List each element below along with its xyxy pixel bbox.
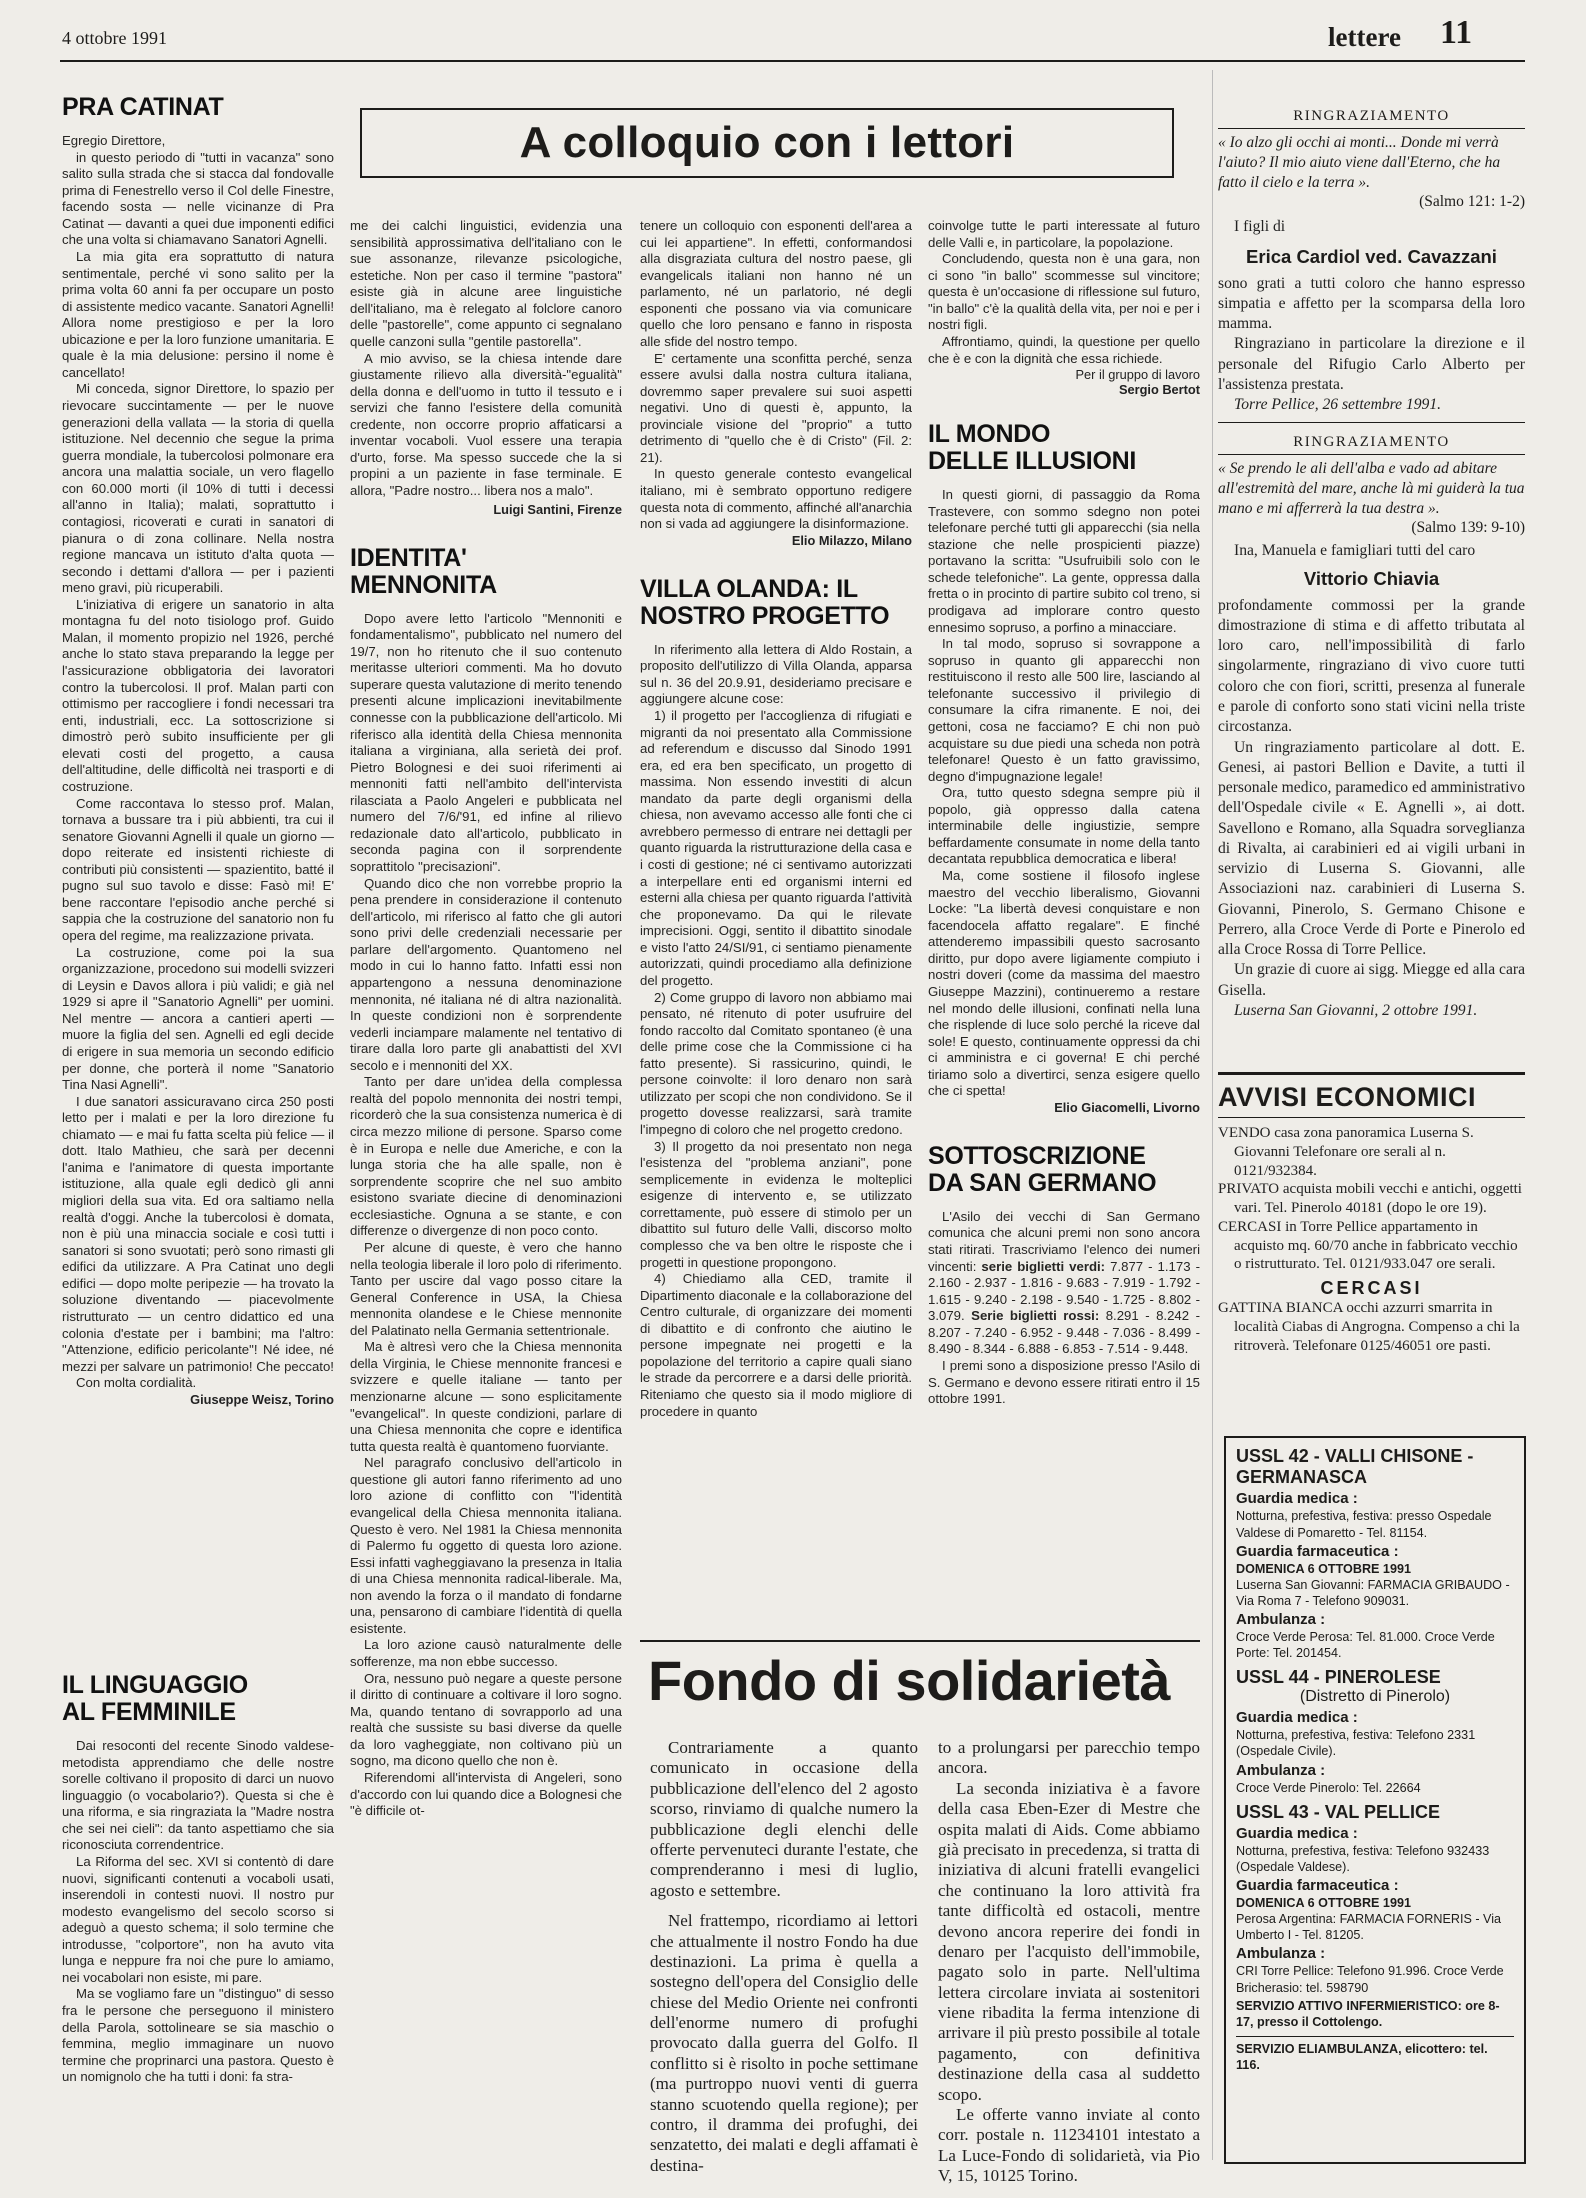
ringraziamento-1 [1218, 108, 1525, 423]
ussl43-farmaceutica-label: Guardia farmaceutica : [1236, 1877, 1399, 1895]
rossi-numbers: 8.291 - 8.242 - 8.207 - 7.240 - 6.952 - 9.448 - 7.036 - 8.499 - 8.490 - 8.344 - 6.888 - 6.853 - 7.514 - 9.448. [928, 1308, 1200, 1357]
paragraph: Come raccontava lo stesso prof. Malan, tornava a bussare tra i più abbienti, tra cui il senatore Giovanni Agnelli il quale un giorno — dopo reiterate ed insistenti richieste di contributi più consistenti — spazientito, batté il pugno sul suo tavolo e disse: Fasò mi! E' bene raccontare l'episodio anche perché si sappia che la costruzione del sanatorio non fu opera del regime, ma realizzazione privata. [62, 795, 334, 943]
ringraziamento-1-name: Erica Cardiol ved. Cavazzani [1246, 245, 1497, 267]
column-4 [928, 218, 1200, 1408]
villa-olanda-title [640, 576, 912, 630]
ussl42-guardia-label: Guardia medica : [1236, 1490, 1358, 1508]
ad-item: GATTINA BIANCA occhi azzurri smarrita in località Ciabas di Angrogna. Compenso a chi la ritroverà. Telefonare 0125/46051 ore pasti. [1218, 1300, 1520, 1354]
title-line: VILLA OLANDA: IL [640, 574, 858, 603]
banner-box [360, 108, 1174, 178]
ussl42-ambulanza-label: Ambulanza : [1236, 1611, 1326, 1629]
linguaggio-article [62, 1672, 334, 2086]
intro-text: L'Asilo dei vecchi di San Germano comunica che alcuni premi non sono ancora stati ritirati. Trascriviamo l'elenco dei numeri vincenti: [928, 1208, 1200, 1274]
paragraph: coinvolge tutte le parti interessate al futuro delle Valli e, in particolare, la popolazione. [928, 218, 1200, 250]
paragraph: In riferimento alla lettera di Aldo Rostain, a proposito dell'utilizzo di Villa Olanda, apparsa sul n. 36 del 20.9.91, desideriamo precisare e aggiungere alcune cose: [640, 641, 912, 707]
paragraph: 2) Come gruppo di lavoro non abbiamo mai pensato, né ritenuto di poter usufruire del fondo raccolto dal Comitato spontaneo (è una delle prime cose che la Commissione ci ha fatto presente). Si rassicurino, quindi, le persone coinvolte: il loro denaro non sarà utilizzato per scopi che non condividono. Se il progetto dovesse realizzarsi, sarà tramite l'impegno di coloro che nel progetto credono. [640, 989, 912, 1137]
paragraph: Un grazie di cuore ai sigg. Miegge ed alla cara Gisella. [1218, 961, 1525, 999]
banner-title: A colloquio con i lettori [519, 118, 1015, 167]
paragraph: Concludendo, questa non è una gara, non ci sono "in ballo" scommesse sul vincitore; questa è un'occasione di riflessione sul futuro, "in ballo" c'è la qualità della vita, per noi e per i nostri figli. [928, 251, 1200, 333]
paragraph: In tal modo, sopruso si sovrappone a sopruso in quanto gli apparecchi non restituiscono il resto alle 500 lire, lasciando al telefonante successivo il privilegio di consumare la cifra rimanente. E noi, dei gettoni, cosa ne facciamo? E chi non può acquistare su due piedi una scheda non potrà telefonare! Questo è un fatto gravissimo, degno d'impugnazione legale! [928, 636, 1200, 784]
divider [1218, 1117, 1525, 1118]
paragraph: Ma se vogliamo fare un "distinguo" di sesso fra le persone che perseguono il ministero della Parola, sottolineare se sia maschio o femmina, meglio immaginare un nuovo termine che proprinarci una pastora. Questo è un nomignolo che ha tutti i doni: fa stra- [62, 1986, 334, 2085]
fondo-column-1 [650, 1738, 918, 2176]
ussl43-farmaceutica-date: DOMENICA 6 OTTOBRE 1991 [1236, 1896, 1411, 1911]
ussl44-ambulanza-text: Croce Verde Pinerolo: Tel. 22664 [1236, 1780, 1421, 1795]
pra-catinat-signature: Giuseppe Weisz, Torino [190, 1391, 334, 1407]
ussl43-farmaceutica-text: Perosa Argentina: FARMACIA FORNERIS - Via Umberto I - Tel. 81205. [1236, 1912, 1502, 1943]
ringraziamento-1-ref: (Salmo 121: 1-2) [1419, 193, 1525, 211]
paragraph: Quando dico che non vorrebbe proprio la pena prendere in considerazione il contenuto dell'articolo, mi riferisco al fatto che gli autori sono privi delle credenziali necessarie per parlare dell'argomento. Quantomeno nel modo in cui lo hanno fatto. Infatti essi non appartengono a nessuna denominazione mennonita, né italiana né di altra nazionalità. In queste condizioni non è sorprendente vederli inciampare malamente nel tentativo di tirare dalla loro parte gli anabattisti del XVI secolo e i mennoniti del XX. [350, 875, 622, 1073]
ringraziamento-1-body [1218, 274, 1525, 416]
verdi-numbers: 7.877 - 1.173 - 2.160 - 2.937 - 1.816 - 9.683 - 7.919 - 1.792 - 1.615 - 9.240 - 2.198 - 9.540 - 1.725 - 8.802 - 3.079. [928, 1258, 1200, 1324]
title-line: NOSTRO PROGETTO [640, 601, 890, 630]
paragraph: Nel frattempo, ricordiamo ai lettori che attualmente il nostro Fondo ha due destinazioni. La prima è quella a sostegno dell'opera del Consiglio delle chiese del Medio Oriente nei confronti dell'enorme numero di profughi provocato dalla guerra del Golfo. Il conflitto si è risolto in poche settimane (ma purtroppo nuovi venti di guerra stanno scuotendo quella regione); per contro, il dramma dei profughi, dei senzatetto, dei malati e degli affamati è destina- [650, 1911, 918, 2175]
paragraph: La mia gita era soprattutto di natura sentimentale, perché vi sono salito per la prima volta 60 anni fa per occupare un posto di assistente medico vacante. Sanatori Agnelli! Allora nome prestigioso e per la loro ubicazione e per la loro funzione umanitaria. E quale è la mia delusione: persino il nome è cancellato! [62, 248, 334, 380]
paragraph: La loro azione causò naturalmente delle sofferenze, ma non ebbe successo. [350, 1637, 622, 1669]
paragraph: me dei calchi linguistici, evidenzia una sensibilità approssimativa dell'italiano con le sue assonanze, rilevanze psicologiche, estetiche. Non per caso il termine "pastora" esiste già in alcune aree linguistiche dell'italiano, ma è relegato al folclore canoro delle "pastorelle", come appunto ci segnalano quelle canzoni sulla "gentile pastorella". [350, 218, 622, 349]
title-line: SOTTOSCRIZIONE [928, 1141, 1146, 1170]
paragraph: 4) Chiediamo alla CED, tramite il Dipartimento diaconale e la collaborazione del Centro culturale, di organizzare dei momenti di dibattito e di confronto che aiutino le persone impegnate nei progetti e la popolazione del territorio a capire quali siano le strade da percorrere e a darsi delle priorità. Riteniamo che questo sia il modo migliore di procedere in quanto [640, 1271, 912, 1419]
ringraziamento-2-body [1218, 596, 1525, 1022]
divider [1236, 2036, 1514, 2037]
ussl43-guardia-label: Guardia medica : [1236, 1824, 1358, 1842]
linguaggio-title [62, 1672, 334, 1726]
column-2 [350, 218, 622, 1820]
ussl44-subtitle: (Distretto di Pinerolo) [1299, 1688, 1451, 1706]
paragraph: sono grati a tutti coloro che hanno espresso simpatia e affetto per la scomparsa della loro mamma. [1218, 274, 1525, 333]
paragraph: Mi conceda, signor Direttore, lo spazio per rievocare succintamente — per le nuove generazioni della vallata — la storia di quella istituzione. Nel decennio che segue la prima guerra mondiale, la tubercolosi polmonare era ancora una malattia sociale, un vero flagello con 60.000 morti (il 10% di tutti i decessi all'anno in Italia); malati, soprattutto i contagiosi, ricoverati e curati in sanatori di pianura o di zona collinare. Nella nostra regione mancava un istituto d'alta quota — secondo i dettami d'allora — per i pazienti meno gravi, più ricuperabili. [62, 381, 334, 596]
paragraph: Contrariamente a quanto comunicato in occasione della pubblicazione dell'elenco del 2 agosto scorso, rinviamo di qualche numero la pubblicazione degli elenchi delle offerte pervenuteci durante l'estate, che comprenderanno i mesi di luglio, agosto e settembre. [650, 1738, 918, 1900]
paragraph: Egregio Direttore, [62, 133, 166, 148]
cercasi-text [1218, 1299, 1525, 1355]
paragraph: Dai resoconti del recente Sinodo valdese-metodista apprendiamo che delle nostre sorelle coltivano il proposito di darci un nuovo linguaggio (o vocabolario?). Questa si che è una riforma, e sia ringraziata la "Madre nostra che sei nei cieli": da tanto aspettiamo che sia riconosciuta correndentrice. [62, 1738, 334, 1853]
paragraph: E' certamente una sconfitta perché, senza essere avulsi dalla nostra cultura italiana, dovremmo saper prevalere sui suoi aspetti negativi. Uno di questi è, appunto, la provinciale visione del "proprio" a tutto detrimento di "quello che è di Cristo" (Fil. 2: 21). [640, 350, 912, 465]
divider [1218, 128, 1525, 129]
mennonita-signature: Elio Milazzo, Milano [791, 532, 912, 548]
cercasi-title: CERCASI [1320, 1278, 1423, 1298]
illusioni-signature: Elio Giacomelli, Livorno [1054, 1099, 1200, 1115]
ussl43-ambulanza-label: Ambulanza : [1236, 1945, 1326, 1963]
paragraph: I figli di [1234, 218, 1286, 236]
header-rule [60, 60, 1525, 62]
column-divider [1212, 70, 1213, 2160]
section-name: lettere [1328, 22, 1401, 52]
paragraph: La Riforma del sec. XVI si contentò di dare nuovi, significanti contenuti a vocaboli usati, inserendoli in contesti nuovi. Il nostro pur modesto evangelismo del secolo scorso si adeguò a questo schema; il solo termine che introdusse, "colportore", non ha avuto vita lunga e neppure fra noi che pure lo amiamo, nei vocabolari non esiste, mi pare. [62, 1853, 334, 1985]
paragraph: In questo generale contesto evangelical italiano, mi è sembrato opportuno redigere questa nota di commento, affinché all'anarchia non si vada ad aggiungere la disinformazione. [640, 466, 912, 532]
villa-olanda-signature: Sergio Bertot [1118, 382, 1200, 398]
ad-item: PRIVATO acquista mobili vecchi e antichi, oggetti vari. Tel. Pinerolo 40181 (dopo le ore 19). [1218, 1181, 1522, 1216]
avvisi-list [1218, 1124, 1525, 1274]
ringraziamento-1-title: RINGRAZIAMENTO [1293, 108, 1450, 124]
ringraziamento-2-name: Vittorio Chiavia [1303, 567, 1440, 589]
paragraph: profondamente commossi per la grande dimostrazione di stima e di affetto tributata al loro caro, nell'impossibilità di farlo singolarmente, ringraziano di vivo cuore tutti coloro che con fiori, scritti, presenza al funerale e parole di conforto sono stati vicini nella triste circostanza. [1218, 596, 1525, 736]
title-line: IDENTITA' [350, 543, 467, 572]
paragraph: 1) il progetto per l'accoglienza di rifugiati e migranti da noi presentato alla Commissione ad referendum e discusso dal Sinodo 1991 era, ed era ben specificato, un progetto di massima. Non essendo investiti di alcun mandato da parte degli organismi della chiesa, non avevamo accesso alle fonti che ci avrebbero permesso di entrare nei dettagli per quanto riguarda la ristrutturazione della casa e i costi di gestione; né ci sentivamo autorizzati a interpellare enti ed organismi interni ed esterni alla chiesa per quanto riguarda l'attività che proponevamo. Da qui le rilevate imprecisioni. Oggi, sentito il dibattito sinodale e visto l'atto 24/SI/91, ci sentiamo pienamente autorizzati, quindi procediamo alla definizione del progetto. [640, 707, 912, 988]
ussl44-ambulanza-label: Ambulanza : [1236, 1761, 1326, 1779]
rossi-label: Serie biglietti rossi: [971, 1308, 1100, 1324]
fondo-column-2 [938, 1738, 1200, 2187]
ad-item: CERCASI in Torre Pellice appartamento in acquisto mq. 60/70 anche in fabbricato vecchio o ristrutturato. Tel. 0121/933.047 ore serali. [1218, 1218, 1518, 1273]
paragraph: Nel paragrafo conclusivo dell'articolo in questione gli autori fanno riferimento ad uno loro azione di conflitto con "l'identità evangelical della Chiesa mennonita italiana. Questo è vero. Nel 1981 la Chiesa mennonita di Palermo fu oggetto di questa loro azione. Essi infatti vagheggiavano la presenza in Italia di una Chiesa mennonita radical-liberale. Ma, non avendo la forza o il mandato di fondarne una, pensarono di cambiare l'identità di quella esistente. [350, 1455, 622, 1636]
ringraziamento-1-verse: « Io alzo gli occhi ai monti... Donde mi verrà l'aiuto? Il mio aiuto viene dall'Eterno, che ha fatto il cielo e la terra ». [1218, 134, 1501, 192]
paragraph: Un ringraziamento particolare al dott. E. Genesi, ai pastori Bellion e Davite, a tutti il personale medico, paramedico ed amministrativo dell'Ospedale civile « E. Agnelli », ai dott. Savellono e Romano, alla Squadra sorveglianza di Rivalta, ai carabinieri ed ai vigili urbani in servizio di Luserna S. Giovanni, alle Associazioni naz. carabinieri di Luserna S. Giovanni, Pinerolo, S. Germano Chisone e Perrero, alla Croce Verde di Porte e Pinerolo ed alla Croce Rossa di Torre Pellice. [1218, 738, 1526, 959]
title-line: AL FEMMINILE [62, 1698, 236, 1726]
paragraph: Per alcune di queste, è vero che hanno nella teologia liberale il loro polo di riferimento. Tanto per uscire dal vago posso citare la General Conference in USA, la Chiesa mennonita olandese e le Chiese mennonite del Palatinato nella Germania settentrionale. [350, 1239, 622, 1338]
linguaggio-body [62, 1738, 334, 2086]
ad-item: VENDO casa zona panoramica Luserna S. Giovanni Telefonare ore serali al n. 0121/932384. [1218, 1125, 1474, 1179]
paragraph: 3) Il progetto da noi presentato non nega l'esistenza del "problema anziani", pone semplicemente in evidenza le molteplici esigenze di intervento e, se utilizzato correttamente, può essere di stimolo per un dibattito sul futuro delle Valli, discorso molto complesso che va ben oltre le risposte che i progetti in questione propongono. [640, 1138, 912, 1270]
ussl42-farmaceutica-date: DOMENICA 6 OTTOBRE 1991 [1236, 1561, 1411, 1576]
paragraph: I due sanatori assicuravano circa 250 posti letto per i malati e per la loro direzione fu chiamato — e mai fu fatta scelta più felice — il dott. Italo Mathieu, che sarà per decenni l'anima e l'animatore di questa importante istituzione, alla quale egli dedicò gli anni migliori della sua vita. Ed ora saltiamo nella realtà d'oggi. Anche la tubercolosi è domata, non è più una minaccia sociale e così tutti i sanatori si sono svuotati; però sono rimasti gli edifici da utilizzare. A Pra Catinat uno degli edifici — dopo molte peripezie — ha trovato la soluzione diventando — piacevolmente ristrutturato — un centro didattico ed una colonia d'estate per i bambini; ma l'altro: "Attenzione, edificio pericolante"! Né idee, né mezzi per salvare un patrimonio! Che peccato! [62, 1093, 334, 1374]
column-3 [640, 218, 912, 1420]
ussl42-title: USSL 42 - VALLI CHISONE - GERMANASCA [1236, 1446, 1474, 1488]
ringraziamento-2 [1218, 434, 1525, 1021]
ussl44-guardia-label: Guardia medica : [1236, 1709, 1358, 1727]
paragraph: In questi giorni, di passaggio da Roma Trastevere, con sommo sdegno non potei telefonare perché tutti gli apparecchi (sia nella stazione che nelle prospicienti piazze) portavano la scritta: "Usufruibili solo con le schede telefoniche". La gente, oppressa dalla fretta o in procinto di partire subito col treno, si prodigava ad implorare contro questo ennesimo sopruso, a porfino a minacciare. [928, 487, 1200, 635]
paragraph: tenere un colloquio con esponenti dell'area a cui lei appartiene". In effetti, conformandosi alla disgraziata cultura del nostro paese, gli evangelicals italiani non hanno né un parlamento, né un parlatorio, né degli esponenti che possano via via comunicare quello che loro pensano e fanno in risposta alle sfide del nostro tempo. [640, 218, 912, 349]
page-number: 11 [1440, 14, 1473, 51]
paragraph: Tanto per dare un'idea della complessa realtà del popolo mennonita dei nostri tempi, ricorderò che la sua consistenza numerica è di circa mezzo milione di persone. Sparso come è in Europa e nelle due Americhe, e con la lunga storia che ha alle spalle, non è sorprendente scoprire che nel suo ambito esistono svariate diecine di denominazioni ecclesiastiche. Ognuna a se stante, e con differenze o divergenze di non poco conto. [350, 1074, 622, 1239]
place-date: Luserna San Giovanni, 2 ottobre 1991. [1234, 1002, 1478, 1019]
villa-olanda-body [640, 642, 912, 1420]
ussl-box [1224, 1436, 1526, 2164]
ringraziamento-2-title: RINGRAZIAMENTO [1293, 434, 1450, 450]
paragraph: Ringraziano in particolare la direzione e il personale del Rifugio Carlo Alberto per l'assistenza prestata. [1218, 335, 1525, 394]
paragraph: Le offerte vanno inviate al conto corr. postale n. 11234101 intestato a La Luce-Fondo di solidarietà, via Pio V, 15, 10125 Torino. [938, 2105, 1200, 2186]
mennonita-continuation [640, 218, 912, 533]
title-line: MENNONITA [350, 570, 497, 599]
divider [1218, 422, 1525, 423]
ussl43-title: USSL 43 - VAL PELLICE [1236, 1801, 1441, 1822]
villa-olanda-continuation [928, 218, 1200, 367]
ussl43-guardia-text: Notturna, prefestiva, festiva: Telefono 932433 (Ospedale Valdese). [1236, 1843, 1490, 1875]
ussl42-guardia-text: Notturna, prefestiva, festiva: presso Ospedale Valdese di Pomaretto - Tel. 81154. [1236, 1509, 1492, 1540]
issue-date: 4 ottobre 1991 [62, 28, 167, 48]
illusioni-title [928, 421, 1200, 475]
ringraziamento-2-verse: « Se prendo le ali dell'alba e vado ad abitare all'estremità del mare, anche là mi guiderà la tua mano e mi afferrerà la tua destra ». [1218, 460, 1525, 518]
mennonita-body [350, 611, 622, 1820]
ussl44-guardia-text: Notturna, prefestiva, festiva: Telefono 2331 (Ospedale Civile). [1236, 1728, 1476, 1759]
avvisi-economici [1218, 1082, 1525, 1355]
ussl44-title: USSL 44 - PINEROLESE [1236, 1667, 1441, 1688]
paragraph: Ora, nessuno può negare a queste persone il diritto di continuare a coltivare il loro sogno. Ma, quando tentano di sovrapporlo ad una realtà che sussiste su basi diverse da quelle da loro vagheggiate, non coltivano più un sogno, ma dicono quello che non è. [350, 1670, 622, 1769]
ussl42-ambulanza-text: Croce Verde Perosa: Tel. 81.000. Croce Verde Porte: Tel. 201454. [1236, 1630, 1495, 1661]
linguaggio-continuation [350, 218, 622, 500]
paragraph: Riferendomi all'intervista di Angeleri, sono d'accordo con lui quando dice a Bolognesi che "è difficile ot- [350, 1769, 622, 1819]
paragraph: Affrontiamo, quindi, la questione per quello che è e con la dignità che essa richiede. [928, 333, 1200, 366]
paragraph: in questo periodo di "tutti in vacanza" sono salito sulla strada che si stacca dal fondovalle prima di Fenestrello verso il Col delle Finestre, facendo sosta — nelle vicinanze di Pra Catinat — davanti a quei due imponenti edifici che una volta si chiamavano Sanatori Agnelli. [62, 149, 334, 248]
pra-catinat-title: PRA CATINAT [62, 93, 224, 121]
sottoscrizione-title [928, 1143, 1200, 1197]
fondo-rule [640, 1640, 1200, 1642]
paragraph: Ma è altresì vero che la Chiesa mennonita della Virginia, le Chiese mennonite francesi e svizzere e quelle italiane — tanto per menzionarne alcune — sono esplicitamente "evangelical". In queste condizioni, parlare di una Chiesa mennonita che copre e identifica tutta questa realtà è quantomeno fuorviante. [350, 1339, 622, 1454]
divider [1218, 454, 1525, 455]
paragraph: I premi sono a disposizione presso l'Asilo di S. Germano e devono essere ritirati entro il 15 ottobre 1991. [928, 1357, 1200, 1407]
paragraph: La seconda iniziativa è a favore della casa Eben-Ezer di Mestre che ospita malati di Aids. Come abbiamo già precisato in precedenza, si tratta di iniziativa di alcuni fratelli evangelici che continuano la loro attività fra tante difficoltà ed ostacoli, mentre devono ancora reperire dei fondi in denaro per l'acquisto dell'immobile, pagato solo in parte. Nell'ultima lettera circolare inviata ai sostenitori viene ribadita la ferma intenzione di arrivare il più presto possibile al totale pagamento, con definitiva destinazione della casa al suddetto scopo. [938, 1778, 1200, 2104]
linguaggio-signature: Luigi Santini, Firenze [493, 501, 622, 517]
paragraph: L'iniziativa di erigere un sanatorio in alta montagna fu del noto tisiologo prof. Guido Malan, il momento propizio nel 1926, perché anche lo stato stava preparando la legge per l'assicurazione obbligatoria dei lavoratori contro la tubercolosi. Il prof. Malan parti con ottimismo per raccogliere i fondi necessari tra enti, industriali, ecc. La sottoscrizione si dimostrò però subito insufficiente per gli elevati costi del progetto, a causa dell'altitudine, delle difficoltà nei trasporti e di costruzione. [62, 596, 334, 794]
paragraph: to a prolungarsi per parecchio tempo ancora. [938, 1738, 1200, 1778]
column-1 [62, 94, 334, 1407]
place-date: Torre Pellice, 26 settembre 1991. [1234, 396, 1442, 414]
ringraziamento-1-intro [1218, 217, 1525, 237]
paragraph: Ora, tutto questo sdegna sempre più il popolo, già oppresso dalla catena interminabile delle ingiustizie, sempre beffardamente consumate in nome della tanto decantata repubblica democratica e libera! [928, 785, 1200, 867]
paragraph: Ma, come sostiene il filosofo inglese maestro del vecchio liberalismo, Giovanni Locke: "La libertà devesi conquistare e non facendocela affatto regalare". E finché attenderemo impassibili questo sacrosanto diritto, pur dopo avere ligiamente compiuto i nostri doveri (come da massima del maestro Giuseppe Mazzini), continueremo a restare nel mondo delle illusioni, confinati nella luna che risplende di luce solo perché la riceve dal sole! E questo, continuamente oppressi da chi ci amministra e ci governa! E chi perché tiriamo solo a divertirci, senza esigere quello che ci spetta! [928, 868, 1200, 1099]
paragraph: Con molta cordialità. [76, 1375, 197, 1391]
avvisi-title: AVVISI ECONOMICI [1218, 1082, 1477, 1112]
ussl-elisoccorso: SERVIZIO ELIAMBULANZA, elicottero: tel. 116. [1236, 2041, 1488, 2072]
avvisi-rule [1218, 1072, 1525, 1075]
title-line: IL MONDO [928, 420, 1051, 449]
title-line: IL LINGUAGGIO [62, 1671, 248, 1699]
paragraph: Ina, Manuela e famigliari tutti del caro [1234, 542, 1476, 560]
fondo-title: Fondo di solidarietà [648, 1649, 1171, 1712]
villa-olanda-signature-role: Per il gruppo di lavoro [1075, 367, 1200, 383]
ussl42-farmaceutica-label: Guardia farmaceutica : [1236, 1542, 1399, 1560]
ussl43-ambulanza-text: CRI Torre Pellice: Telefono 91.996. Croce Verde Bricherasio: tel. 598790 [1236, 1964, 1504, 1995]
paragraph: La costruzione, come poi la sua organizzazione, procedono sui modelli svizzeri di Leysin e Davos allora i più validi; e già nel 1929 si apre il "Sanatorio Agnelli" per uomini. Nel mentre — ancora a cantieri aperti — muore la figlia del sen. Agnelli ed egli decide di erigere in sua memoria un secondo edificio per donne, che porterà il nome "Sanatorio Tina Nasi Agnelli". [62, 944, 334, 1093]
ringraziamento-2-intro [1218, 541, 1525, 561]
title-line: DELLE ILLUSIONI [928, 447, 1137, 476]
ringraziamento-2-ref: (Salmo 139: 9-10) [1411, 519, 1525, 537]
illusioni-body [928, 487, 1200, 1100]
paragraph: A mio avviso, se la chiesa intende dare giustamente rilievo alla diversità-"egualità" della donna e dell'uomo in tutto il tessuto e i servizi che fanno l'esistere della comunità credente, non occorre proprio affaticarsi a inventar vocaboli. Vuol essere una terapia d'urto, forse. Ma spesso succede che la si propini a un paziente in fase terminale. E allora, "Padre nostro... libera nos a malo". [350, 350, 622, 498]
verdi-label: serie biglietti verdi: [981, 1258, 1106, 1274]
sottoscrizione-body [928, 1209, 1200, 1408]
title-line: DA SAN GERMANO [928, 1168, 1157, 1197]
pra-catinat-body [62, 133, 334, 1392]
paragraph: Dopo avere letto l'articolo "Mennoniti e fondamentalismo", pubblicato nel numero del 19/7, non ho ritenuto che il suo contenuto meritasse ulteriori commenti. Ma ho dovuto superare questa valutazione di merito tenendo presenti alcune implicazioni inevitabilmente connesse con la pubblicazione dell'articolo. Mi riferisco alla identità della Chiesa mennonita italiana a virginiana, alla serietà dei prof. Pietro Bolognesi e dei suoi riferimenti ai mennoniti fatti nell'ambito dell'intervista rilasciata a Paolo Angeleri e pubblicata nel numero del 7/6/'91, ed infine al rilievo redazionale dato all'articolo, pubblicato in seconda pagina con il sorprendente soprattitolo "precisazioni". [350, 610, 622, 874]
mennonita-title [350, 545, 622, 599]
ussl42-farmaceutica-text: Luserna San Giovanni: FARMACIA GRIBAUDO - Via Roma 7 - Telefono 909031. [1236, 1577, 1510, 1608]
ussl-infermieri: SERVIZIO ATTIVO INFERMIERISTICO: ore 8-17, presso il Cottolengo. [1236, 1998, 1500, 2029]
